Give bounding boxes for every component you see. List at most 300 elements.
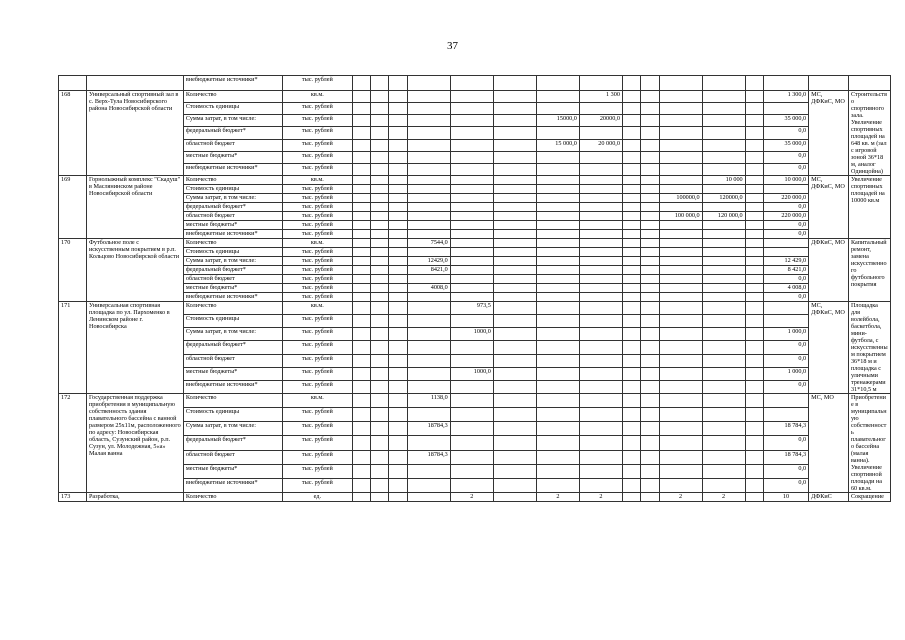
empty-cell — [622, 422, 640, 436]
row-label: областной бюджет — [183, 212, 282, 221]
empty-cell — [493, 436, 536, 450]
empty-cell — [371, 151, 389, 163]
empty-cell — [450, 315, 493, 328]
empty-cell — [745, 257, 763, 266]
empty-cell — [493, 151, 536, 163]
item-name: Футбольное поле с искусственным покрытием в р.п. Кольцово Новосибирской области — [86, 239, 183, 302]
empty-cell — [745, 478, 763, 492]
row-label: внебюджетные источники* — [183, 478, 282, 492]
table-row — [59, 302, 891, 315]
empty-cell — [622, 176, 640, 185]
empty-cell — [450, 464, 493, 478]
empty-cell — [622, 163, 640, 175]
empty-cell — [702, 239, 745, 248]
empty-cell — [641, 302, 659, 315]
empty-cell — [536, 380, 579, 393]
empty-cell — [659, 302, 702, 315]
empty-cell — [579, 176, 622, 185]
row-label: Стоимость единицы — [183, 315, 282, 328]
empty-cell — [450, 450, 493, 464]
empty-cell — [622, 185, 640, 194]
value-cell: 18 784,3 — [763, 422, 808, 436]
row-label: местные бюджеты* — [183, 464, 282, 478]
empty-cell — [352, 212, 370, 221]
empty-cell — [641, 328, 659, 341]
empty-cell — [536, 293, 579, 302]
empty-cell — [579, 221, 622, 230]
item-number: 173 — [59, 493, 87, 502]
empty-cell — [641, 239, 659, 248]
value-cell: 0,0 — [763, 230, 808, 239]
value-cell: 12429,0 — [407, 257, 450, 266]
empty-cell — [407, 341, 450, 354]
empty-cell — [352, 230, 370, 239]
empty-cell — [579, 422, 622, 436]
empty-cell — [407, 212, 450, 221]
empty-cell — [702, 91, 745, 103]
empty-cell — [352, 248, 370, 257]
empty-cell — [536, 127, 579, 139]
empty-cell — [745, 76, 763, 91]
empty-cell — [450, 185, 493, 194]
empty-cell — [659, 422, 702, 436]
empty-cell — [371, 464, 389, 478]
row-label: Стоимость единицы — [183, 248, 282, 257]
unit-cell: тыс. рублей — [282, 185, 352, 194]
empty-cell — [371, 139, 389, 151]
empty-cell — [450, 354, 493, 367]
empty-cell — [493, 341, 536, 354]
empty-cell — [371, 436, 389, 450]
empty-cell — [622, 203, 640, 212]
table-row — [59, 464, 891, 478]
table-row — [59, 76, 891, 91]
empty-cell — [579, 367, 622, 380]
empty-cell — [809, 76, 849, 91]
empty-cell — [352, 257, 370, 266]
empty-cell — [389, 302, 407, 315]
executor-cell: МС, МО — [809, 394, 849, 493]
row-label: внебюджетные источники* — [183, 380, 282, 393]
empty-cell — [493, 315, 536, 328]
empty-cell — [848, 76, 890, 91]
row-label: внебюджетные источники* — [183, 293, 282, 302]
empty-cell — [702, 315, 745, 328]
empty-cell — [579, 239, 622, 248]
empty-cell — [493, 354, 536, 367]
empty-cell — [579, 315, 622, 328]
empty-cell — [641, 103, 659, 115]
row-label: областной бюджет — [183, 275, 282, 284]
row-label: федеральный бюджет* — [183, 127, 282, 139]
empty-cell — [389, 248, 407, 257]
empty-cell — [450, 275, 493, 284]
empty-cell — [702, 354, 745, 367]
empty-cell — [493, 115, 536, 127]
item-number: 170 — [59, 239, 87, 302]
value-cell: 1000,0 — [450, 328, 493, 341]
empty-cell — [622, 493, 640, 502]
empty-cell — [641, 293, 659, 302]
empty-cell — [536, 163, 579, 175]
empty-cell — [659, 275, 702, 284]
page-number: 37 — [447, 40, 458, 52]
empty-cell — [622, 284, 640, 293]
unit-cell: тыс. рублей — [282, 293, 352, 302]
empty-cell — [493, 239, 536, 248]
empty-cell — [579, 185, 622, 194]
empty-cell — [579, 380, 622, 393]
value-cell: 0,0 — [763, 163, 808, 175]
executor-cell: МС, ДФКиС, МО — [809, 176, 849, 239]
empty-cell — [745, 367, 763, 380]
empty-cell — [641, 163, 659, 175]
empty-cell — [745, 221, 763, 230]
program-table — [58, 75, 891, 502]
row-label: федеральный бюджет* — [183, 436, 282, 450]
table-row — [59, 212, 891, 221]
empty-cell — [622, 266, 640, 275]
empty-cell — [371, 163, 389, 175]
value-cell: 12 429,0 — [763, 257, 808, 266]
empty-cell — [389, 127, 407, 139]
empty-cell — [536, 194, 579, 203]
empty-cell — [407, 91, 450, 103]
empty-cell — [641, 91, 659, 103]
empty-cell — [641, 76, 659, 91]
row-label: Сумма затрат, в том числе: — [183, 257, 282, 266]
table-row — [59, 163, 891, 175]
empty-cell — [536, 394, 579, 408]
value-cell: 0,0 — [763, 127, 808, 139]
empty-cell — [407, 302, 450, 315]
empty-cell — [389, 257, 407, 266]
empty-cell — [536, 464, 579, 478]
table-row — [59, 230, 891, 239]
empty-cell — [371, 248, 389, 257]
value-cell: 0,0 — [763, 221, 808, 230]
empty-cell — [352, 367, 370, 380]
empty-cell — [622, 139, 640, 151]
empty-cell — [702, 328, 745, 341]
value-cell: 0,0 — [763, 436, 808, 450]
empty-cell — [702, 221, 745, 230]
unit-cell: тыс. рублей — [282, 367, 352, 380]
empty-cell — [371, 493, 389, 502]
empty-cell — [352, 450, 370, 464]
empty-cell — [622, 293, 640, 302]
value-cell: 2 — [536, 493, 579, 502]
empty-cell — [389, 91, 407, 103]
unit-cell: тыс. рублей — [282, 248, 352, 257]
empty-cell — [407, 163, 450, 175]
empty-cell — [641, 436, 659, 450]
row-label: федеральный бюджет* — [183, 266, 282, 275]
empty-cell — [371, 194, 389, 203]
value-cell: 0,0 — [763, 293, 808, 302]
row-label: Количество — [183, 176, 282, 185]
empty-cell — [702, 302, 745, 315]
item-number: 169 — [59, 176, 87, 239]
empty-cell — [763, 185, 808, 194]
empty-cell — [579, 464, 622, 478]
empty-cell — [745, 422, 763, 436]
value-cell: 8 421,0 — [763, 266, 808, 275]
empty-cell — [389, 293, 407, 302]
value-cell: 220 000,0 — [763, 194, 808, 203]
empty-cell — [641, 450, 659, 464]
empty-cell — [536, 176, 579, 185]
value-cell: 1 300,0 — [763, 91, 808, 103]
empty-cell — [450, 422, 493, 436]
empty-cell — [536, 315, 579, 328]
empty-cell — [536, 354, 579, 367]
row-label: областной бюджет — [183, 139, 282, 151]
table-row — [59, 248, 891, 257]
empty-cell — [622, 115, 640, 127]
empty-cell — [371, 115, 389, 127]
empty-cell — [352, 380, 370, 393]
empty-cell — [745, 194, 763, 203]
value-cell: 18 784,3 — [763, 450, 808, 464]
empty-cell — [702, 185, 745, 194]
unit-cell: тыс. рублей — [282, 422, 352, 436]
empty-cell — [659, 380, 702, 393]
empty-cell — [659, 284, 702, 293]
empty-cell — [389, 176, 407, 185]
empty-cell — [352, 302, 370, 315]
value-cell: 35 000,0 — [763, 139, 808, 151]
empty-cell — [371, 275, 389, 284]
empty-cell — [389, 422, 407, 436]
empty-cell — [450, 239, 493, 248]
unit-cell: тыс. рублей — [282, 115, 352, 127]
row-label: Количество — [183, 493, 282, 502]
empty-cell — [745, 293, 763, 302]
empty-cell — [389, 394, 407, 408]
empty-cell — [745, 230, 763, 239]
empty-cell — [450, 394, 493, 408]
empty-cell — [493, 203, 536, 212]
empty-cell — [745, 103, 763, 115]
empty-cell — [493, 293, 536, 302]
empty-cell — [622, 478, 640, 492]
unit-cell: тыс. рублей — [282, 221, 352, 230]
empty-cell — [407, 176, 450, 185]
empty-cell — [450, 203, 493, 212]
empty-cell — [641, 194, 659, 203]
empty-cell — [352, 478, 370, 492]
empty-cell — [407, 139, 450, 151]
empty-cell — [450, 194, 493, 203]
unit-cell: тыс. рублей — [282, 464, 352, 478]
empty-cell — [622, 450, 640, 464]
empty-cell — [641, 248, 659, 257]
empty-cell — [641, 493, 659, 502]
empty-cell — [352, 163, 370, 175]
unit-cell: тыс. рублей — [282, 257, 352, 266]
empty-cell — [389, 115, 407, 127]
empty-cell — [745, 354, 763, 367]
empty-cell — [659, 239, 702, 248]
empty-cell — [371, 328, 389, 341]
empty-cell — [407, 436, 450, 450]
empty-cell — [579, 293, 622, 302]
empty-cell — [450, 176, 493, 185]
empty-cell — [371, 127, 389, 139]
empty-cell — [659, 341, 702, 354]
empty-cell — [371, 394, 389, 408]
row-label: Сумма затрат, в том числе: — [183, 194, 282, 203]
empty-cell — [641, 139, 659, 151]
value-cell: 20 000,0 — [579, 139, 622, 151]
empty-cell — [641, 203, 659, 212]
unit-cell: тыс. рублей — [282, 194, 352, 203]
empty-cell — [407, 115, 450, 127]
empty-cell — [622, 367, 640, 380]
empty-cell — [579, 194, 622, 203]
empty-cell — [579, 302, 622, 315]
table-row — [59, 293, 891, 302]
empty-cell — [389, 464, 407, 478]
empty-cell — [702, 103, 745, 115]
result-cell: Сокращение — [848, 493, 890, 502]
unit-cell: кв.м. — [282, 176, 352, 185]
table-row — [59, 115, 891, 127]
value-cell: 120 000,0 — [702, 212, 745, 221]
empty-cell — [352, 203, 370, 212]
empty-cell — [702, 127, 745, 139]
empty-cell — [579, 257, 622, 266]
empty-cell — [389, 380, 407, 393]
empty-cell — [389, 315, 407, 328]
table-row — [59, 221, 891, 230]
empty-cell — [536, 76, 579, 91]
table-row — [59, 422, 891, 436]
empty-cell — [659, 464, 702, 478]
empty-cell — [641, 394, 659, 408]
empty-cell — [763, 302, 808, 315]
empty-cell — [622, 394, 640, 408]
empty-cell — [389, 408, 407, 422]
empty-cell — [641, 115, 659, 127]
empty-cell — [579, 163, 622, 175]
empty-cell — [389, 266, 407, 275]
empty-cell — [352, 464, 370, 478]
empty-cell — [579, 266, 622, 275]
empty-cell — [763, 248, 808, 257]
unit-cell: ед. — [282, 493, 352, 502]
empty-cell — [389, 478, 407, 492]
empty-cell — [352, 493, 370, 502]
empty-cell — [536, 91, 579, 103]
empty-cell — [622, 436, 640, 450]
empty-cell — [536, 103, 579, 115]
empty-cell — [389, 367, 407, 380]
table-row — [59, 139, 891, 151]
row-label: областной бюджет — [183, 354, 282, 367]
empty-cell — [493, 328, 536, 341]
empty-cell — [450, 248, 493, 257]
item-name: Государственная поддержка приобретения в муниципальную собственность здания плавательного бассейна с ванной размером 25х11м, расположенного по адресу: Новосибирская область, Сузунский район, р.п. Сузун, ул. Молодежная, 5«а» Малая ванна — [86, 394, 183, 493]
empty-cell — [579, 275, 622, 284]
empty-cell — [579, 408, 622, 422]
value-cell: 7544,0 — [407, 239, 450, 248]
empty-cell — [389, 185, 407, 194]
empty-cell — [763, 239, 808, 248]
empty-cell — [389, 151, 407, 163]
executor-cell: ДФКиС — [809, 493, 849, 502]
empty-cell — [352, 293, 370, 302]
empty-cell — [579, 354, 622, 367]
table-row — [59, 478, 891, 492]
empty-cell — [622, 315, 640, 328]
value-cell: 10 — [763, 493, 808, 502]
table-row — [59, 450, 891, 464]
empty-cell — [579, 203, 622, 212]
empty-cell — [493, 185, 536, 194]
empty-cell — [622, 257, 640, 266]
empty-cell — [579, 230, 622, 239]
empty-cell — [86, 76, 183, 91]
row-label: областной бюджет — [183, 450, 282, 464]
empty-cell — [659, 91, 702, 103]
empty-cell — [493, 408, 536, 422]
empty-cell — [450, 436, 493, 450]
empty-cell — [659, 315, 702, 328]
empty-cell — [659, 293, 702, 302]
empty-cell — [745, 203, 763, 212]
empty-cell — [371, 293, 389, 302]
empty-cell — [352, 436, 370, 450]
result-cell: Капитальный ремонт, замена искусственного футбольного покрытия — [848, 239, 890, 302]
empty-cell — [371, 203, 389, 212]
empty-cell — [371, 450, 389, 464]
value-cell: 120000,0 — [702, 194, 745, 203]
empty-cell — [493, 380, 536, 393]
value-cell: 8421,0 — [407, 266, 450, 275]
executor-cell: МС, ДФКиС, МО — [809, 91, 849, 176]
empty-cell — [622, 275, 640, 284]
empty-cell — [450, 478, 493, 492]
empty-cell — [536, 367, 579, 380]
table-row — [59, 127, 891, 139]
value-cell: 4008,0 — [407, 284, 450, 293]
empty-cell — [659, 151, 702, 163]
empty-cell — [702, 284, 745, 293]
empty-cell — [352, 91, 370, 103]
value-cell: 0,0 — [763, 151, 808, 163]
empty-cell — [389, 163, 407, 175]
empty-cell — [641, 212, 659, 221]
empty-cell — [493, 76, 536, 91]
item-number: 172 — [59, 394, 87, 493]
empty-cell — [641, 127, 659, 139]
empty-cell — [493, 478, 536, 492]
empty-cell — [579, 212, 622, 221]
empty-cell — [371, 239, 389, 248]
empty-cell — [352, 408, 370, 422]
result-cell: Площадка для волейбола, баскетбола, мини-футбола, с искусственным покрытием 36*18 м и площадка с уличными тренажерами 31*10,5 м — [848, 302, 890, 394]
table-row — [59, 176, 891, 185]
empty-cell — [493, 176, 536, 185]
empty-cell — [579, 76, 622, 91]
empty-cell — [536, 275, 579, 284]
empty-cell — [389, 275, 407, 284]
empty-cell — [536, 408, 579, 422]
empty-cell — [352, 315, 370, 328]
table-row — [59, 354, 891, 367]
